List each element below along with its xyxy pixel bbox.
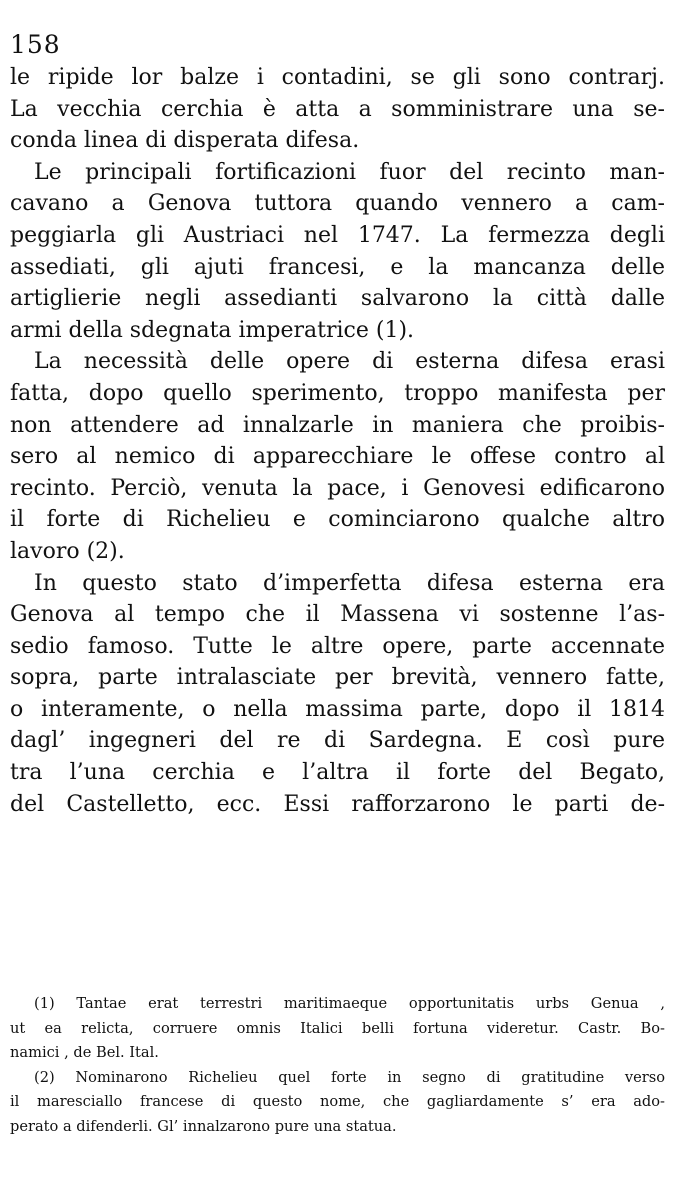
- body-line: tra l’una cerchia e l’altra il forte del Begato,: [10, 760, 665, 786]
- body-line: Le principali fortificazioni fuor del recinto man-: [34, 159, 665, 185]
- body-line: conda linea di disperata difesa.: [10, 128, 360, 154]
- body-line: La vecchia cerchia è atta a somministrare una se-: [10, 96, 665, 122]
- body-line: sopra, parte intralasciate per brevità, vennero fatte,: [10, 665, 665, 691]
- body-text: [10, 62, 665, 820]
- body-line: assediati, gli ajuti francesi, e la mancanza delle: [10, 254, 665, 280]
- body-line: Genova al tempo che il Massena vi sostenne l’as-: [10, 602, 665, 628]
- body-line: dagl’ ingegneri del re di Sardegna. E così pure: [10, 728, 665, 754]
- footnote-line: il maresciallo francese di questo nome, che gagliardamente s’ era ado-: [10, 1093, 665, 1110]
- footnote-line: (2) Nominarono Richelieu quel forte in segno di gratitudine verso: [34, 1068, 665, 1086]
- footnote-line: namici , de Bel. Ital.: [10, 1044, 159, 1061]
- body-line: sedio famoso. Tutte le altre opere, parte accennate: [10, 633, 665, 659]
- body-line: fatta, dopo quello sperimento, troppo manifesta per: [10, 380, 665, 406]
- body-line: le ripide lor balze i contadini, se gli sono contrarj.: [10, 65, 665, 90]
- footnote-line: ut ea relicta, corruere omnis Italici belli fortuna videretur. Castr. Bo-: [10, 1019, 665, 1037]
- body-line: del Castelletto, ecc. Essi rafforzarono le parti de-: [10, 791, 665, 817]
- body-line: o interamente, o nella massima parte, dopo il 1814: [10, 696, 665, 722]
- body-line: lavoro (2).: [10, 538, 125, 564]
- body-line: non attendere ad innalzarle in maniera che proibis-: [10, 412, 665, 438]
- body-line: sero al nemico di apparecchiare le offese contro al: [10, 444, 665, 470]
- footnote-line: (1) Tantae erat terrestri maritimaeque opportunitatis urbs Genua ,: [34, 995, 665, 1012]
- body-line: armi della sdegnata imperatrice (1).: [10, 317, 415, 343]
- footnotes: [10, 992, 665, 1139]
- body-line: recinto. Perciò, venuta la pace, i Genovesi edificarono: [10, 475, 665, 501]
- body-line: cavano a Genova tuttora quando vennero a cam-: [10, 191, 665, 217]
- page-number: 158: [10, 30, 61, 59]
- body-line: il forte di Richelieu e cominciarono qualche altro: [10, 507, 665, 533]
- body-line: peggiarla gli Austriaci nel 1747. La fermezza degli: [10, 222, 665, 248]
- footnote-line: perato a difenderli. Gl’ innalzarono pure una statua.: [10, 1117, 397, 1135]
- body-line: In questo stato d’imperfetta difesa esterna era: [34, 570, 665, 596]
- body-line: artiglierie negli assedianti salvarono la città dalle: [10, 286, 665, 312]
- body-line: La necessità delle opere di esterna difesa erasi: [34, 349, 665, 375]
